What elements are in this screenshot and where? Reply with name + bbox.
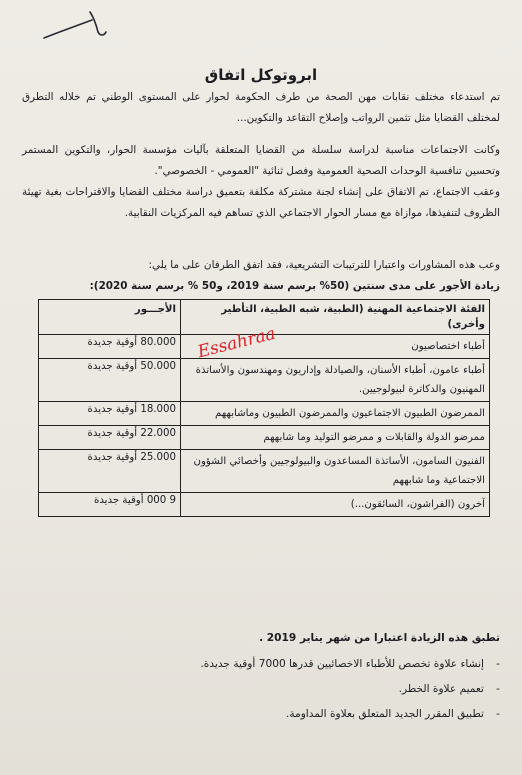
paragraph-wage-increase: زيادة الأجور على مدى سنتين (50% برسم سنة 2019، و50 % برسم سنة 2020):	[89, 280, 500, 292]
list-item: - تعميم علاوة الخطر.	[32, 677, 502, 702]
document-title: ابروتوكل اتفاق	[204, 66, 318, 84]
amount-cell: 22.000 أوقية جديدة	[39, 426, 181, 450]
table-row	[39, 359, 490, 402]
header-category: الفئة الاجتماعية المهنية (الطبية، شبه الطبية، التأطير وأخرى)	[181, 300, 490, 335]
amount-cell: 50.000 أوقية جديدة	[39, 359, 181, 402]
handwritten-mark	[40, 8, 110, 44]
table-row	[39, 493, 490, 517]
table-row	[39, 402, 490, 426]
paragraph-intro: تم استدعاء مختلف نقابات مهن الصحة من طرف الحكومة لحوار على المستوى الوطني تم خلاله التطرق لمختلف القضايا مثل تثمين الرواتب وإصلاح التقاعد والتكوين...	[22, 91, 500, 124]
list-item: - تطبيق المقرر الجديد المتعلق بعلاوة المداومة.	[32, 702, 502, 727]
amount-cell: 18.000 أوقية جديدة	[39, 402, 181, 426]
category-cell: ممرضو الدولة والقابلات و ممرضو التوليد وما شابههم	[181, 426, 490, 450]
measures-list	[32, 652, 502, 727]
table-row	[39, 426, 490, 450]
paragraph-meetings: وكانت الاجتماعات مناسبة لدراسة سلسلة من القضايا المتعلقة بآليات مؤسسة الحوار، والتكوين المستمر وتحسين تنافسية الوحدات الصحية العمومية وفصل ثنائية "العمومي - الخصوصي".	[22, 144, 500, 177]
category-cell: الممرضون الطبيون الاجتماعيون والممرضون الطبيون وماشابههم	[181, 402, 490, 426]
category-cell: الفنيون السامون، الأساتذة المساعدون والبيولوجيين وأخصائي الشؤون الاجتماعية وما شابههم	[181, 450, 490, 493]
amount-cell: 80.000 أوقية جديدة	[39, 335, 181, 359]
list-item: - إنشاء علاوة تخصص للأطباء الاخصائيين قدرها 7000 أوقية جديدة.	[32, 652, 502, 677]
amount-cell: 9 000 أوقية جديدة	[39, 493, 181, 517]
apply-date-text: تطبق هذه الزيادة اعتبارا من شهر يناير 2019 .	[259, 632, 500, 644]
category-cell: آخرون (الفراشون، السائقون...)	[181, 493, 490, 517]
paragraph-agreement: وعب هذه المشاورات واعتبارا للترتيبات التشريعية، فقد اتفق الطرفان على ما يلي:	[148, 259, 500, 271]
table-row	[39, 450, 490, 493]
header-wage: الأجـــور	[39, 300, 181, 335]
category-cell: أطباء عامون، أطباء الأسنان، والصيادلة وإداريون ومهندسون والأساتذة المهنيون والدكاترة لبيولوجيين.	[181, 359, 490, 402]
category-cell: أطباء اختصاصيون	[181, 335, 490, 359]
paragraph-committee: وعقب الاجتماع، تم الاتفاق على إنشاء لجنة مشتركة مكلفة بتعميق دراسة مختلف القضايا والاقتراحات بغية تهيئة الظروف لتنفيذها، موازاة مع مسار الحوار الاجتماعي الذي تساهم فيه المركزيات النقابية.	[22, 186, 500, 219]
amount-cell: 25.000 أوقية جديدة	[39, 450, 181, 493]
watermark-stamp: Essahraa	[195, 323, 278, 363]
